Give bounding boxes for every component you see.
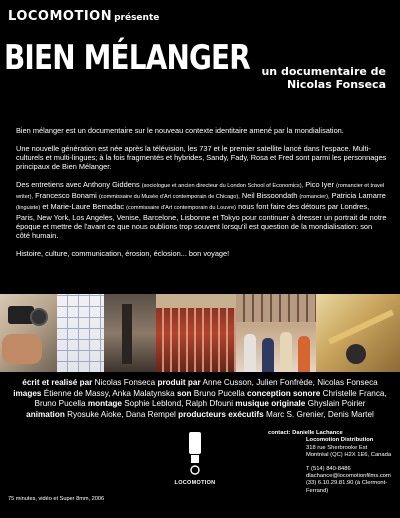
presente-label: présente — [114, 13, 160, 23]
contact-address-2: Montréal (QC) H2X 1E6, Canada — [306, 452, 392, 459]
synopsis-p2: Une nouvelle génération est née après la télévision, les 737 et le premier satellite lancé dans l'espace. Multi-culturels et multi-lingues; à la fois fragmentés et hybrides, Sandy, Fady, Rosa et Fred sont parmi les personnages principaux de Bien Mélanger. — [16, 144, 387, 171]
credit-value: Ryosuke Aioke, Dana Rempel — [67, 409, 176, 419]
lamarre-role: (linguiste) — [16, 205, 41, 211]
synopsis-p4: Histoire, culture, communication, érosion, éclosion... bon voyage! — [16, 249, 230, 258]
contact-phone-2: (33) 6.10.29.81.90 (à Clermont-Ferrand) — [306, 480, 388, 494]
bonami-name: Francesco Bonami — [35, 191, 97, 200]
credit-value: Marc S. Grenier, Denis Martel — [266, 409, 374, 419]
photo-street — [104, 294, 156, 372]
contact-block — [268, 430, 398, 495]
credit-value: Bruno Pucella — [34, 399, 86, 408]
giddens-role: (sociologue et ancien directeur du London School of Economics), — [141, 183, 304, 189]
contact-email: dlachance@locomotionfilms.com — [306, 473, 391, 480]
synopsis-p1: Bien mélanger est un documentaire sur le nouveau contexte identitaire amené par la mondialisation. — [16, 126, 344, 135]
iyer-name: Pico Iyer — [305, 180, 334, 189]
contact-address-1: 318 rue Sherbrooke Est — [306, 444, 368, 451]
bernadac-name: et Marie-Laure Bernadac — [42, 202, 125, 211]
locomotion-logo-header — [8, 9, 159, 24]
credits-block — [8, 378, 392, 420]
interview-rest: nous font faire des détours par Londres, Paris, New York, Los Angeles, Venise, Barcelone, Lisbonne et Tokyo pour continuer à dresser un portrait de notre époque et mettre de l'avant ce que nous oublions trop souvent lorsqu'il est question de la mondialisation: son côté humain. — [16, 202, 387, 240]
photo-tiles — [57, 294, 104, 372]
credit-label: musique originale — [235, 399, 306, 408]
credit-value: Christelle Franca, — [322, 388, 387, 398]
lamarre-name: Patricia Lamarre — [331, 191, 386, 200]
photo-strip — [0, 294, 400, 372]
footer-duration: 75 minutes, vidéo et Super 8mm, 2006 — [8, 496, 105, 502]
bissoondath-role: (romancier), — [299, 194, 330, 200]
subtitle-line1: un documentaire de — [261, 65, 386, 78]
credit-label: montage — [87, 399, 122, 408]
bernadac-role: (commissaire d'Art contemporain du Louvre) — [126, 205, 237, 211]
photo-crowd-venice — [236, 294, 316, 372]
credit-label: producteurs exécutifs — [178, 409, 264, 419]
credits-line-4 — [8, 410, 392, 421]
credits-line-1 — [8, 378, 392, 389]
contact-phone: T (514) 840-8486 — [306, 465, 351, 472]
bissoondath-name: Neil Bissoondath — [241, 191, 298, 200]
contact-label: contact: — [268, 430, 291, 436]
credit-value: Étienne de Massy, Anka Malatynska — [43, 388, 175, 398]
subtitle-director: Nicolas Fonseca — [286, 78, 386, 91]
credits-line-3 — [8, 399, 392, 410]
credit-label: écrit et realisé par — [22, 378, 93, 387]
contact-company: Locomotion Distribution — [306, 437, 374, 444]
credit-value: Nicolas Fonseca — [94, 378, 156, 387]
synopsis-p3 — [16, 180, 388, 240]
photo-camera-hands — [0, 294, 57, 372]
logo-text: LOCOMOTION — [8, 9, 113, 24]
photo-red-fence — [156, 294, 236, 372]
credits-line-2 — [8, 389, 392, 400]
interview-intro: Des entretiens avec Anthony Giddens — [16, 180, 140, 189]
bonami-role: (commissaire du Musée d'Art contemporain de Chicago), — [98, 194, 240, 200]
iyer-role: (romancier et travel writer), — [16, 183, 385, 200]
contact-name: Danielle Lachance — [292, 430, 343, 436]
credit-label: conception sonore — [247, 388, 321, 398]
credit-label: images — [13, 388, 42, 398]
credit-value: Ghyslain Poirier — [307, 399, 366, 408]
photo-tools — [316, 294, 400, 372]
subtitle — [261, 65, 386, 91]
locomotion-logo-bottom — [175, 430, 215, 490]
credit-label: son — [176, 388, 192, 398]
film-title: BIEN MÉLANGER — [4, 38, 250, 78]
credit-label: animation — [26, 409, 65, 419]
logo-bottom-text: LOCOMOTION — [174, 480, 216, 486]
credit-value: Anne Cusson, Julien Fonfrède, Nicolas Fonseca — [202, 378, 378, 387]
credit-value: Bruno Pucella — [193, 388, 245, 398]
credit-value: Sophie Leblond, Ralph Dfouni — [124, 399, 234, 408]
synopsis — [16, 126, 388, 267]
credit-label: produit par — [157, 378, 201, 387]
